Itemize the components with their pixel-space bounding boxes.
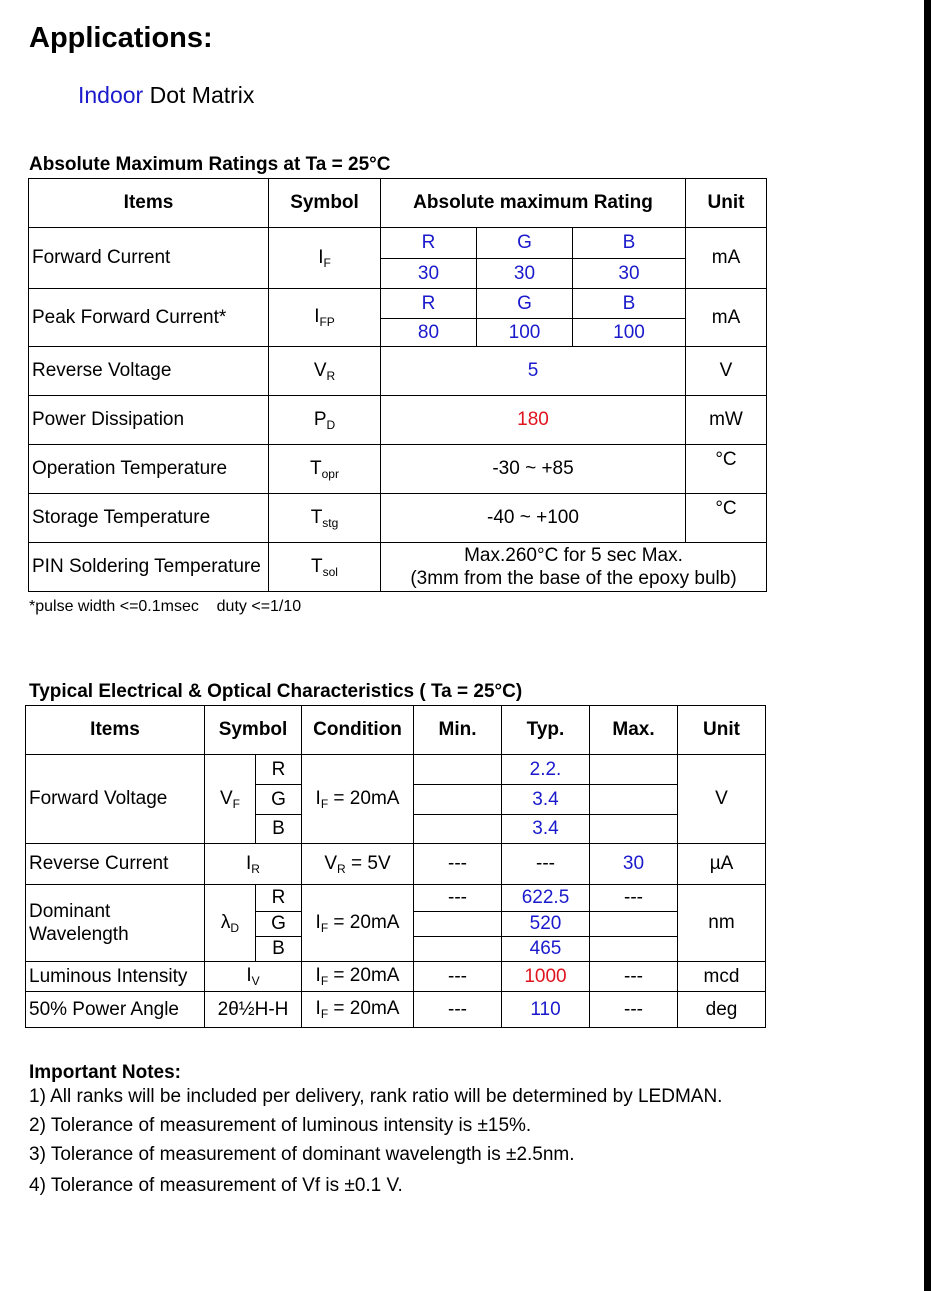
color-label-r: R bbox=[256, 885, 302, 912]
item-reverse-current: Reverse Current bbox=[26, 844, 205, 885]
row-reverse-current bbox=[26, 844, 766, 885]
header-rating: Absolute maximum Rating bbox=[381, 179, 686, 228]
item-power-dissipation: Power Dissipation bbox=[29, 396, 269, 445]
label-g: G bbox=[477, 228, 573, 259]
unit-power-dissipation: mW bbox=[686, 396, 767, 445]
item-reverse-voltage: Reverse Voltage bbox=[29, 347, 269, 396]
label-b: B bbox=[573, 228, 686, 259]
color-label-r: R bbox=[256, 755, 302, 785]
item-forward-current: Forward Current bbox=[29, 228, 269, 289]
page-edge-bar bbox=[924, 0, 931, 1291]
min-cell bbox=[414, 815, 502, 844]
header-items: Items bbox=[29, 179, 269, 228]
min-dominant-wavelength: --- bbox=[414, 885, 502, 912]
header-typ: Typ. bbox=[502, 706, 590, 755]
unit-reverse-voltage: V bbox=[686, 347, 767, 396]
condition-dominant-wavelength: $I_F = 20mA$ bbox=[302, 885, 414, 962]
abs-max-title: Absolute Maximum Ratings at Ta = 25°C bbox=[29, 154, 391, 175]
item-peak-forward-current: Peak Forward Current* bbox=[29, 289, 269, 347]
typ-value-r: 622.5 bbox=[502, 885, 590, 912]
item-dominant-wavelength: Dominant Wavelength bbox=[26, 885, 205, 962]
note-1: 1) All ranks will be included per delivery, rank ratio will be determined by LEDMAN. bbox=[29, 1086, 723, 1107]
header-min: Min. bbox=[414, 706, 502, 755]
symbol-pd: $P_D$ bbox=[269, 396, 381, 445]
symbol-lambda-d: $\lambda_D$ bbox=[205, 885, 256, 962]
value-reverse-voltage: 5 bbox=[381, 347, 686, 396]
typ-reverse-current: --- bbox=[502, 844, 590, 885]
unit-forward-voltage: V bbox=[678, 755, 766, 844]
symbol-if: $I_F$ bbox=[269, 228, 381, 289]
unit-luminous-intensity: mcd bbox=[678, 962, 766, 992]
symbol-vf: $V_F$ bbox=[205, 755, 256, 844]
typ-value-r: 2.2. bbox=[502, 755, 590, 785]
header-unit: Unit bbox=[678, 706, 766, 755]
header-symbol: Symbol bbox=[269, 179, 381, 228]
note-4: 4) Tolerance of measurement of Vf is ±0.1 V. bbox=[29, 1175, 403, 1196]
note-3: 3) Tolerance of measurement of dominant wavelength is ±2.5nm. bbox=[29, 1144, 575, 1165]
typ-value-b: 3.4 bbox=[502, 815, 590, 844]
pulse-footnote: *pulse width <=0.1msec duty <=1/10 bbox=[29, 598, 302, 615]
value-power-dissipation: 180 bbox=[381, 396, 686, 445]
header-items: Items bbox=[26, 706, 205, 755]
item-forward-voltage: Forward Voltage bbox=[26, 755, 205, 844]
pin-soldering-line1: Max.260°C for 5 sec Max. bbox=[464, 545, 683, 566]
typ-title: Typical Electrical & Optical Characteristics ( Ta = 25°C) bbox=[29, 681, 523, 702]
row-peak-forward-current bbox=[29, 289, 767, 319]
row-dominant-wavelength-r bbox=[26, 885, 766, 912]
abs-max-table bbox=[28, 178, 767, 592]
note-2: 2) Tolerance of measurement of luminous intensity is ±15%. bbox=[29, 1115, 532, 1136]
value-g: 100 bbox=[477, 319, 573, 347]
pin-soldering-line2: (3mm from the base of the epoxy bulb) bbox=[410, 568, 737, 589]
important-notes-title: Important Notes: bbox=[29, 1062, 181, 1083]
row-operation-temperature bbox=[29, 445, 767, 494]
row-forward-current bbox=[29, 228, 767, 259]
symbol-ir: $I_R$ bbox=[205, 844, 302, 885]
header-unit: Unit bbox=[686, 179, 767, 228]
unit-forward-current: mA bbox=[686, 228, 767, 289]
condition-reverse-current: $V_R = 5V$ bbox=[302, 844, 414, 885]
symbol-topr: $T_{opr}$ bbox=[269, 445, 381, 494]
max-cell bbox=[590, 785, 678, 815]
condition-forward-voltage: $I_F = 20mA$ bbox=[302, 755, 414, 844]
condition-luminous-intensity: $I_F = 20mA$ bbox=[302, 962, 414, 992]
max-cell bbox=[590, 937, 678, 962]
unit-storage-temperature: °C bbox=[686, 494, 767, 543]
max-luminous-intensity: --- bbox=[590, 962, 678, 992]
typ-table bbox=[25, 705, 766, 1028]
min-cell bbox=[414, 912, 502, 937]
max-cell bbox=[590, 755, 678, 785]
max-power-angle: --- bbox=[590, 992, 678, 1028]
symbol-tsol: $T_{sol}$ bbox=[269, 543, 381, 592]
color-label-g: G bbox=[256, 912, 302, 937]
min-cell bbox=[414, 785, 502, 815]
header-condition: Condition bbox=[302, 706, 414, 755]
min-cell bbox=[414, 755, 502, 785]
value-g: 30 bbox=[477, 259, 573, 289]
symbol-power-angle: 2θ½H-H bbox=[205, 992, 302, 1028]
application-item bbox=[78, 82, 254, 109]
symbol-iv: $I_V$ bbox=[205, 962, 302, 992]
row-reverse-voltage bbox=[29, 347, 767, 396]
row-forward-voltage-r bbox=[26, 755, 766, 785]
max-cell bbox=[590, 815, 678, 844]
value-b: 100 bbox=[573, 319, 686, 347]
unit-power-angle: deg bbox=[678, 992, 766, 1028]
row-power-dissipation bbox=[29, 396, 767, 445]
min-luminous-intensity: --- bbox=[414, 962, 502, 992]
color-label-g: G bbox=[256, 785, 302, 815]
typ-header-row bbox=[26, 706, 766, 755]
typ-luminous-intensity: 1000 bbox=[502, 962, 590, 992]
min-cell bbox=[414, 937, 502, 962]
item-luminous-intensity: Luminous Intensity bbox=[26, 962, 205, 992]
value-r: 80 bbox=[381, 319, 477, 347]
typ-value-b: 465 bbox=[502, 937, 590, 962]
header-max: Max. bbox=[590, 706, 678, 755]
typ-value-g: 520 bbox=[502, 912, 590, 937]
applications-title: Applications: bbox=[29, 22, 213, 54]
symbol-vr: $V_R$ bbox=[269, 347, 381, 396]
value-operation-temperature: -30 ~ +85 bbox=[381, 445, 686, 494]
abs-max-header-row bbox=[29, 179, 767, 228]
item-storage-temperature: Storage Temperature bbox=[29, 494, 269, 543]
unit-reverse-current: µA bbox=[678, 844, 766, 885]
min-power-angle: --- bbox=[414, 992, 502, 1028]
row-power-angle bbox=[26, 992, 766, 1028]
unit-operation-temperature: °C bbox=[686, 445, 767, 494]
color-label-b: B bbox=[256, 937, 302, 962]
item-pin-soldering: PIN Soldering Temperature bbox=[29, 543, 269, 592]
color-label-b: B bbox=[256, 815, 302, 844]
row-luminous-intensity bbox=[26, 962, 766, 992]
value-storage-temperature: -40 ~ +100 bbox=[381, 494, 686, 543]
label-g: G bbox=[477, 289, 573, 319]
row-pin-soldering-temperature bbox=[29, 543, 767, 592]
symbol-ifp: $I_{FP}$ bbox=[269, 289, 381, 347]
max-dominant-wavelength: --- bbox=[590, 885, 678, 912]
unit-peak-forward-current: mA bbox=[686, 289, 767, 347]
row-storage-temperature bbox=[29, 494, 767, 543]
label-r: R bbox=[381, 289, 477, 319]
condition-power-angle: $I_F = 20mA$ bbox=[302, 992, 414, 1028]
typ-power-angle: 110 bbox=[502, 992, 590, 1028]
value-pin-soldering bbox=[381, 543, 767, 592]
value-b: 30 bbox=[573, 259, 686, 289]
header-symbol: Symbol bbox=[205, 706, 302, 755]
application-word-indoor: Indoor bbox=[78, 82, 144, 108]
max-reverse-current: 30 bbox=[590, 844, 678, 885]
value-r: 30 bbox=[381, 259, 477, 289]
item-power-angle: 50% Power Angle bbox=[26, 992, 205, 1028]
application-word-dot-matrix: Dot Matrix bbox=[143, 82, 255, 108]
item-operation-temperature: Operation Temperature bbox=[29, 445, 269, 494]
unit-dominant-wavelength: nm bbox=[678, 885, 766, 962]
label-b: B bbox=[573, 289, 686, 319]
label-r: R bbox=[381, 228, 477, 259]
max-cell bbox=[590, 912, 678, 937]
min-reverse-current: --- bbox=[414, 844, 502, 885]
symbol-tstg: $T_{stg}$ bbox=[269, 494, 381, 543]
typ-value-g: 3.4 bbox=[502, 785, 590, 815]
